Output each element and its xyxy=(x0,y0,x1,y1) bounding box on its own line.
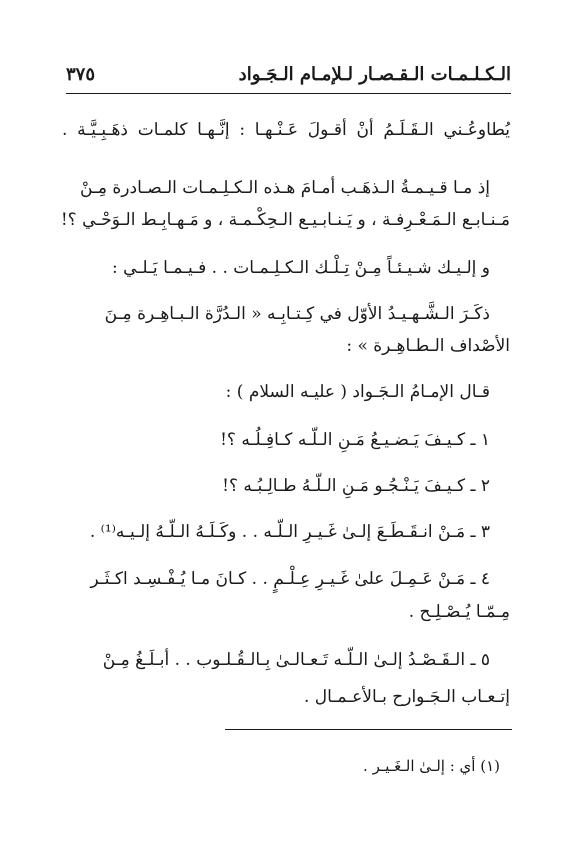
body-line-6: الأصْداف الـطـاهِـرة » : xyxy=(346,336,510,356)
running-header xyxy=(66,62,511,92)
body-line-4: و إلـيـك شـيـئـاً مِـنْ تِـلْـك الـكـلِـمـات . . فـيـمـا يَـلـي : xyxy=(112,258,490,278)
saying-5: ٥ ـ الـقَـصْـدُ إلـىٰ الـلّـه تَـعـالـىٰ بِـالـقُـلـوب . . أبـلَـغُ مِـنْ xyxy=(102,650,490,670)
header-rule xyxy=(66,93,511,94)
saying-4: ٤ ـ مَـنْ عَـمِـلَ علىٰ غَـيـرِ عِـلْـمٍ . . كـانَ مـا يُـفْـسِـد اكـثَـر xyxy=(90,569,490,589)
footnote-rule xyxy=(225,729,512,730)
saying-1: ١ ـ كـيـفَ يَـضـيـعُ مَـنِ الـلّـه كـافِـلُـه ؟! xyxy=(220,430,490,450)
header-title: الـكـلـمـات الـقـصـار لـلإمـام الـجَـواد xyxy=(238,64,511,85)
saying-3: ٣ ـ مَـنْ انـقَـطَـعَ إلـىٰ غَـيـرِ الـلّـه . . وكَـلَـهُ الـلّـهُ إلـيـه⁽¹⁾ . xyxy=(89,522,490,542)
footnote: (١) أي : إلـىٰ الـغَـيـر . xyxy=(363,757,500,775)
saying-2: ٢ ـ كـيـفَ يَـنْـجُـو مَـنِ الـلّـهُ طـالِـبُـه ؟! xyxy=(222,476,490,496)
saying-4-continued: مِـمّـا يُـصْـلِـح . xyxy=(408,602,510,622)
body-line-7: قـال الإمـامُ الـجَـواد ( عليـه السلام ) : xyxy=(225,382,490,402)
page-number: ٣٧٥ xyxy=(66,64,96,85)
body-line-1: يُطاوعُـني الـقَـلَـمُ أنْ أقـولَ عَـنْـهـا : إنَّـهـا كلمـات ذهَـبِـيَّـة . xyxy=(62,120,510,140)
body-line-5: ذكَـرَ الـشَّـهـيـدُ الأوّل في كِـتـابِـه « الـدُرَّة الـبـاهِـرة مِـنَ xyxy=(104,304,490,324)
body-line-2: إذ مـا قـيـمـةُ الـذهَـب أمـامَ هـذه الـكـلِـمـات الـصـادرة مِـنْ xyxy=(79,178,490,198)
body-line-3: مَـنـابـع الـمَـعْـرِفـة ، و يَـنـابـيـع الـحِكْـمـة ، و مَـهـابِـط الـوَحْـي ؟! xyxy=(60,210,510,230)
saying-5-continued: إتـعـاب الـجَـوارح بـالأعـمـال . xyxy=(304,687,510,707)
